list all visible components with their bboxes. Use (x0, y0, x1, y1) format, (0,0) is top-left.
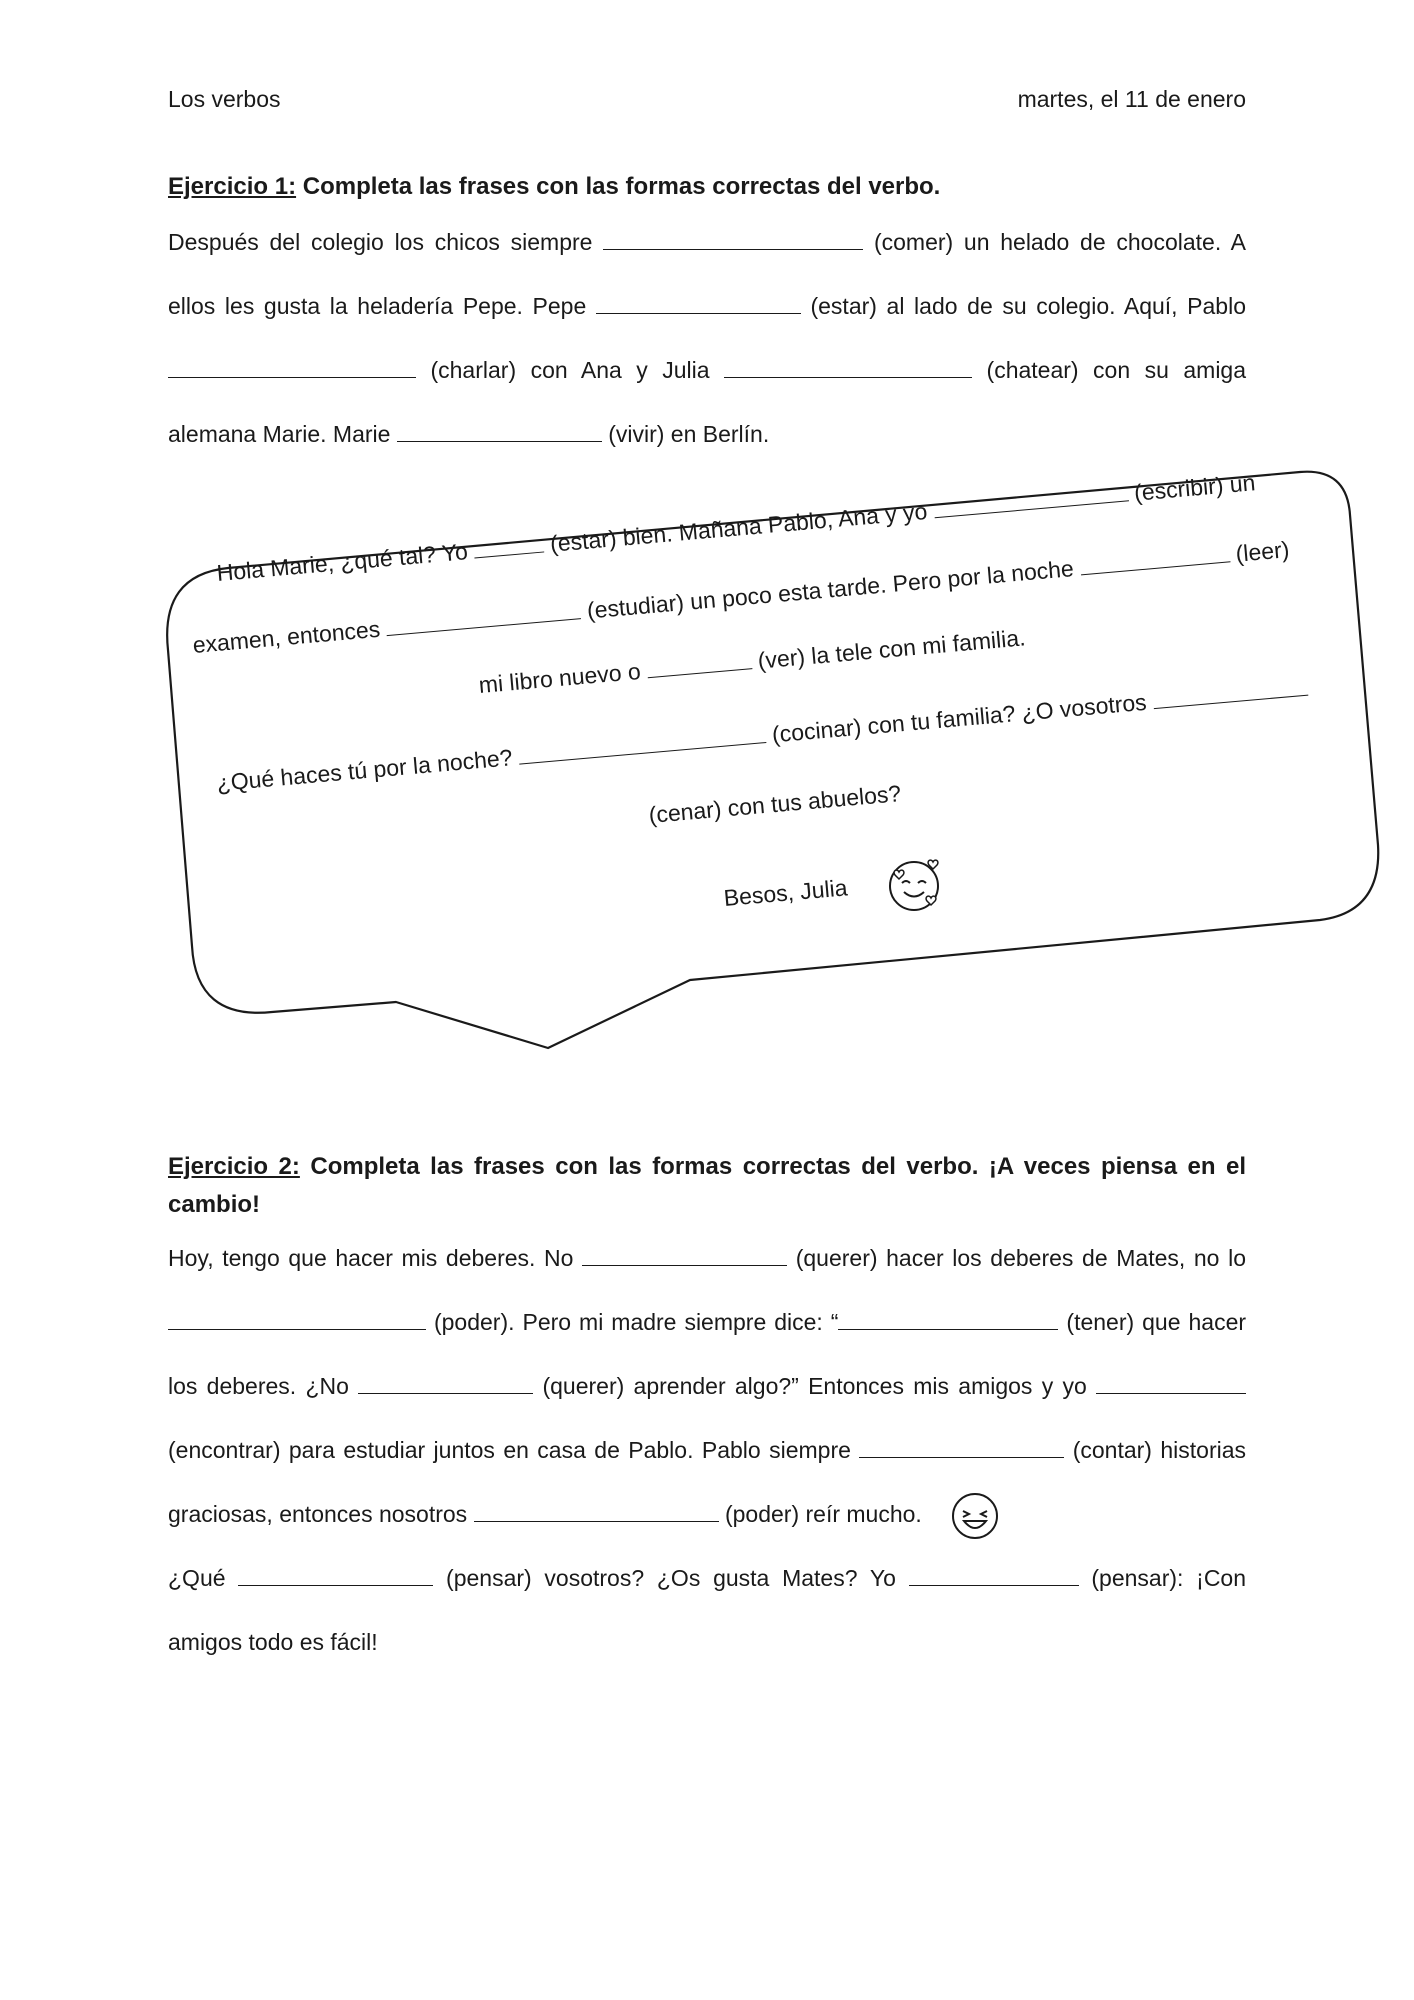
bubble-text-1a: Hola Marie, ¿qué tal? Yo (215, 538, 469, 587)
ex2-text-3: (poder). Pero mi madre siempre dice: “ (433, 1309, 839, 1335)
blank-querer-1[interactable] (582, 1264, 787, 1266)
ex2-text-7: (contar) historias graciosas, entonces nosotros (168, 1437, 1247, 1527)
bubble-text-2c: (leer) (1234, 536, 1291, 567)
blank-contar[interactable] (859, 1456, 1064, 1458)
ex1-text-5: (chatear) con su amiga alemana Marie. Marie (168, 357, 1247, 447)
ex2-text-1: Hoy, tengo que hacer mis deberes. No (168, 1245, 574, 1271)
bubble-text-5: (cenar) con tus abuelos? (647, 780, 903, 829)
exercise-2-text (168, 1226, 1246, 1674)
ex2-text-8: (poder) reír mucho. (724, 1501, 922, 1527)
bubble-text-3b: (ver) la tele con mi familia. (756, 624, 1027, 674)
exercise-2-heading (168, 1148, 1246, 1224)
blank-bubble-estar[interactable] (475, 550, 545, 558)
ex1-text-3: (estar) al lado de su colegio. Aquí, Pablo (810, 293, 1246, 319)
ex2-text-9: ¿Qué (168, 1565, 226, 1591)
bubble-text-2b: (estudiar) un poco esta tarde. Pero por la noche (585, 555, 1075, 624)
ex1-text-4: (charlar) con Ana y Julia (430, 357, 710, 383)
blank-poder-2[interactable] (474, 1520, 719, 1522)
header-date: martes, el 11 de enero (1017, 86, 1246, 112)
bubble-text-4b: (cocinar) con tu familia? ¿O vosotros (770, 688, 1148, 748)
exercise-1-instruction: Completa las frases con las formas correctas del verbo. (302, 173, 941, 200)
ex2-text-2: (querer) hacer los deberes de Mates, no lo (795, 1245, 1246, 1271)
laughing-face-icon (950, 1491, 1000, 1541)
ex1-text-1: Después del colegio los chicos siempre (168, 229, 593, 255)
smiling-face-with-hearts-icon (885, 855, 945, 915)
blank-encontrar[interactable] (1096, 1392, 1246, 1394)
ex2-text-11: (pensar): ¡Con amigos todo es fácil! (168, 1565, 1247, 1655)
ex1-text-6: (vivir) en Berlín. (608, 421, 770, 447)
bubble-text-4a: ¿Qué haces tú por la noche? (215, 744, 514, 797)
ex2-text-4: (tener) que hacer los deberes. ¿No (168, 1309, 1247, 1399)
ex2-text-6: (encontrar) para estudiar juntos en casa de Pablo. Pablo siempre (168, 1437, 851, 1463)
ex2-text-5: (querer) aprender algo?” Entonces mis amigos y yo (542, 1373, 1087, 1399)
bubble-text-1b: (estar) bien. Mañana Pablo, Ana y yo (549, 497, 929, 557)
exercise-1-label: Ejercicio 1: (168, 173, 297, 200)
blank-poder-1[interactable] (168, 1328, 426, 1330)
header-title: Los verbos (168, 86, 281, 112)
exercise-2-instruction: Completa las frases con las formas correctas del verbo. ¡A veces piensa en el cambio! (168, 1153, 1247, 1218)
bubble-text-2a: examen, entonces (191, 615, 382, 659)
exercise-2-label: Ejercicio 2: (168, 1153, 300, 1180)
ex1-text-2: (comer) un helado de chocolate. A ellos les gusta la heladería Pepe. Pepe (168, 229, 1247, 319)
blank-pensar-2[interactable] (909, 1584, 1079, 1586)
bubble-sign: Besos, Julia (722, 874, 849, 912)
blank-querer-2[interactable] (358, 1392, 533, 1394)
blank-tener[interactable] (838, 1328, 1058, 1330)
blank-pensar-1[interactable] (238, 1584, 433, 1586)
bubble-text-1c: (escribir) un (1133, 469, 1257, 506)
bubble-text-3a: mi libro nuevo o (477, 657, 642, 699)
ex2-text-10: (pensar) vosotros? ¿Os gusta Mates? Yo (446, 1565, 896, 1591)
